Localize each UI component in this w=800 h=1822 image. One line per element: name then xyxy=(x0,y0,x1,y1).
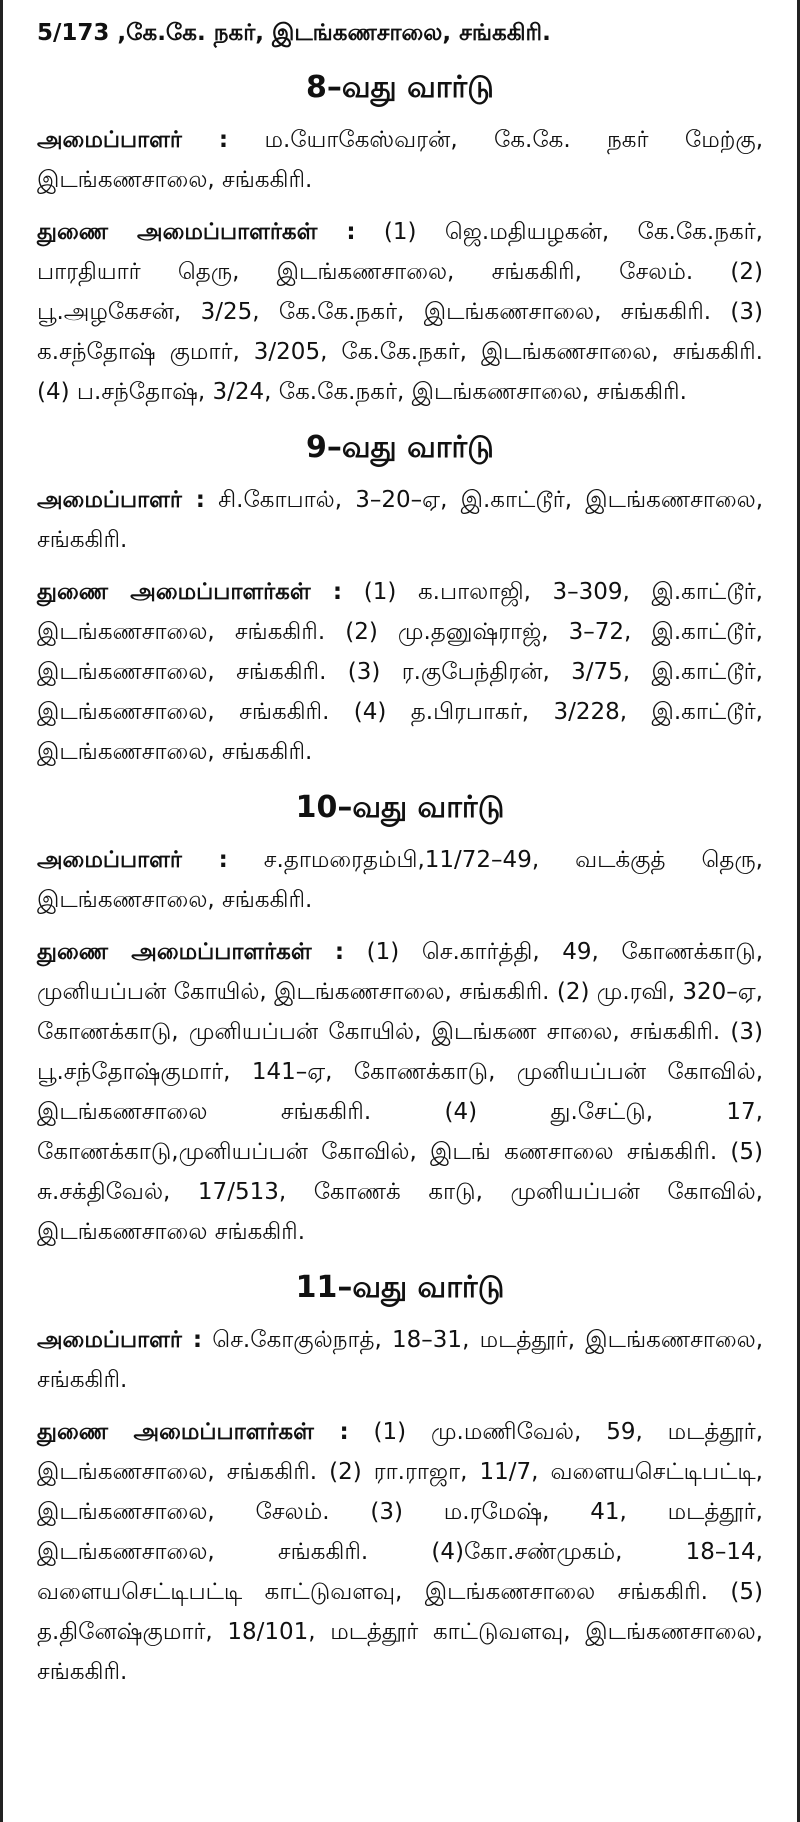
ward-section-11 xyxy=(37,1266,763,1692)
deputy-text: (1) மு.மணிவேல், 59, மடத்தூர், இடங்கணசாலை, சங்ககிரி. (2) ரா.ராஜா, 11/7, வளையசெட்டிபட்டி, இடங்கணசாலை, சேலம். (3) ம.ரமேஷ், 41, மடத்தூர், இடங்கணசாலை, சங்ககிரி. (4)கோ.சண்முகம், 18–14, வளையசெட்டிபட்டி காட்டுவளவு, இடங்கணசாலை சங்ககிரி. (5) த.தினேஷ்குமார், 18/101, மடத்தூர் காட்டுவளவு, இடங்கணசாலை, சங்ககிரி. xyxy=(37,1419,764,1685)
convenor-label: அமைப்பாளர் : xyxy=(37,487,205,513)
deputy-paragraph xyxy=(37,932,763,1252)
convenor-text: ச.தாமரைதம்பி,11/72–49, வடக்குத் தெரு, இடங்கணசாலை, சங்ககிரி. xyxy=(37,847,763,913)
convenor-text: செ.கோகுல்நாத், 18–31, மடத்தூர், இடங்கணசாலை, சங்ககிரி. xyxy=(37,1327,764,1393)
deputy-text: (1) க.பாலாஜி, 3–309, இ.காட்டூர், இடங்கணசாலை, சங்ககிரி. (2) மு.தனுஷ்ராஜ், 3–72, இ.காட்டூர், இடங்கணசாலை, சங்ககிரி. (3) ர.குபேந்திரன், 3/75, இ.காட்டூர், இடங்கணசாலை, சங்ககிரி. (4) த.பிரபாகர், 3/228, இ.காட்டூர், இடங்கணசாலை, சங்ககிரி. xyxy=(37,579,763,765)
deputy-label: துணை அமைப்பாளர்கள் : xyxy=(37,1419,349,1445)
continued-address-line: 5/173 ,கே.கே. நகர், இடங்கணசாலை, சங்ககிரி. xyxy=(37,20,551,46)
deputy-text: (1) செ.கார்த்தி, 49, கோணக்காடு, முனியப்பன் கோயில், இடங்கணசாலை, சங்ககிரி. (2) மு.ரவி, 320–ஏ, கோணக்காடு, முனியப்பன் கோயில், இடங்கண சாலை, சங்ககிரி. (3) பூ.சந்தோஷ்குமார், 141–ஏ, கோணக்காடு, முனியப்பன் கோவில், இடங்கணசாலை சங்ககிரி. (4) து.சேட்டு, 17, கோணக்காடு,முனியப்பன் கோவில், இடங் கணசாலை சங்ககிரி. (5) சு.சக்திவேல், 17/513, கோணக் காடு, முனியப்பன் கோவில், இடங்கணசாலை சங்ககிரி. xyxy=(37,939,764,1245)
ward-section-10 xyxy=(37,786,763,1252)
deputy-label: துணை அமைப்பாளர்கள் : xyxy=(37,219,356,245)
ward-section-9 xyxy=(37,426,763,772)
ward-title: 8–வது வார்டு xyxy=(306,70,494,105)
convenor-label: அமைப்பாளர் : xyxy=(37,847,228,873)
convenor-paragraph xyxy=(37,1320,763,1400)
convenor-label: அமைப்பாளர் : xyxy=(37,127,229,153)
convenor-paragraph xyxy=(37,840,763,920)
deputy-paragraph xyxy=(37,572,763,772)
deputy-text: (1) ஜெ.மதியழகன், கே.கே.நகர், பாரதியார் தெரு, இடங்கணசாலை, சங்ககிரி, சேலம். (2) பூ.அழகேசன், 3/25, கே.கே.நகர், இடங்கணசாலை, சங்ககிரி. (3) க.சந்தோஷ் குமார், 3/205, கே.கே.நகர், இடங்கணசாலை, சங்ககிரி. (4) ப.சந்தோஷ், 3/24, கே.கே.நகர், இடங்கணசாலை, சங்ககிரி. xyxy=(37,219,763,405)
deputy-label: துணை அமைப்பாளர்கள் : xyxy=(37,579,343,605)
convenor-text: ம.யோகேஸ்வரன், கே.கே. நகர் மேற்கு, இடங்கணசாலை, சங்ககிரி. xyxy=(37,127,764,193)
deputy-paragraph xyxy=(37,1412,763,1692)
deputy-label: துணை அமைப்பாளர்கள் : xyxy=(37,939,345,965)
convenor-label: அமைப்பாளர் : xyxy=(37,1327,203,1353)
ward-section-8 xyxy=(37,66,763,412)
ward-title: 11–வது வார்டு xyxy=(295,1270,505,1305)
deputy-paragraph xyxy=(37,212,763,412)
ward-title: 10–வது வார்டு xyxy=(295,790,505,825)
convenor-paragraph xyxy=(37,120,763,200)
convenor-text: சி.கோபால், 3–20–ஏ, இ.காட்டூர், இடங்கணசாலை, சங்ககிரி. xyxy=(37,487,764,553)
convenor-paragraph xyxy=(37,480,763,560)
ward-title: 9–வது வார்டு xyxy=(306,430,494,465)
